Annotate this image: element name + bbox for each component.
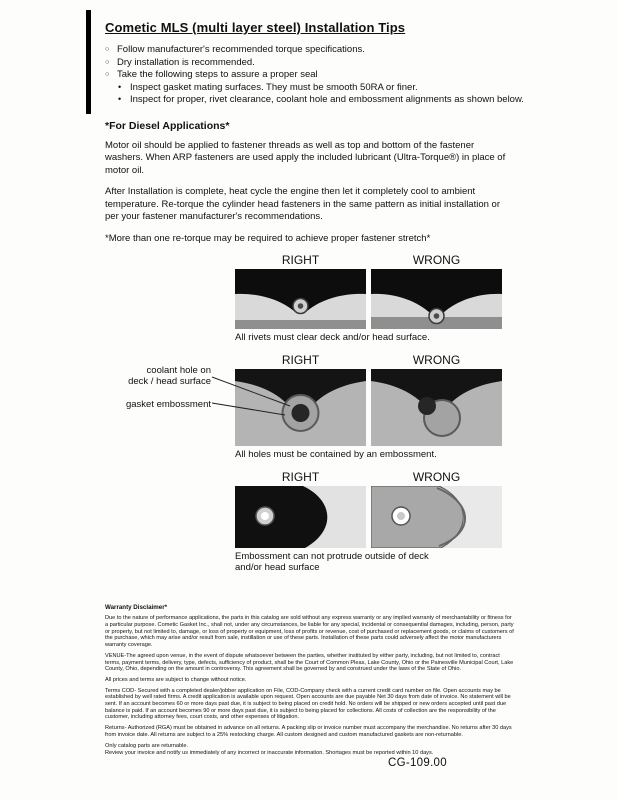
diagram-caption: All rivets must clear deck and/or head surface. xyxy=(235,331,430,343)
tip-text: Inspect gasket mating surfaces. They must be smooth 50RA or finer. xyxy=(130,81,418,93)
diagram-row-rivets xyxy=(105,253,514,344)
list-sub-item xyxy=(118,82,514,95)
list-item xyxy=(105,57,514,70)
right-label: RIGHT xyxy=(281,352,320,367)
list-item xyxy=(105,44,514,57)
right-label: RIGHT xyxy=(281,469,320,484)
diesel-applications-heading: *For Diesel Applications* xyxy=(105,119,230,132)
embossment-right-image xyxy=(235,369,366,446)
circle-bullet-icon xyxy=(105,44,117,57)
diagram-caption: Embossment can not protrude outside of deck and/or head surface xyxy=(235,550,429,574)
circle-bullet-icon xyxy=(105,57,117,70)
coolant-hole-label xyxy=(111,365,211,387)
scan-edge-mark xyxy=(86,10,91,114)
right-wrong-labels xyxy=(235,353,514,367)
coolant-hole-label-line1: coolant hole on xyxy=(146,364,211,376)
protrusion-wrong-image xyxy=(371,486,502,548)
diagram-caption: All holes must be contained by an embossment. xyxy=(235,448,437,460)
disclaimer-paragraph: Only catalog parts are returnable. xyxy=(105,742,189,749)
disclaimer-paragraph: VENUE-The agreed upon venue, in the event of dispute whatsoever between the parties, whether instituted by either party, including, but not limited to, contract terms, payment terms, delivery, type, defects, sufficiency of product, shall be the Court of Common Pleas, Lake County, Ohio or the Painesville Municipal Court, Lake County, Ohio, depending on the amount in controversy. This agreement shall be governed by and construed under the laws of the State of Ohio. xyxy=(105,652,514,673)
right-wrong-labels xyxy=(235,470,514,484)
diagram-image-pair xyxy=(235,486,514,548)
coolant-hole-label-line2: deck / head surface xyxy=(128,375,211,387)
diagram-image-pair xyxy=(235,369,514,446)
disclaimer-paragraph: All prices and terms are subject to change without notice. xyxy=(105,676,247,683)
wrong-label: WRONG xyxy=(412,469,461,484)
right-wrong-labels xyxy=(235,253,514,267)
gasket-embossment-label: gasket embossment xyxy=(125,398,211,410)
disclaimer-heading: Warranty Disclaimer* xyxy=(105,604,168,612)
rivet-wrong-image xyxy=(371,269,502,329)
diesel-paragraph-2: After Installation is complete, heat cycle the engine then let it completely cool to ambient temperature. Re-torque the cylinder head fasteners in the same pattern as initial installation or per your fastener manufacturer's recommendations. xyxy=(105,186,500,223)
diagram-row-embossment xyxy=(105,353,514,461)
dot-bullet-icon xyxy=(118,82,130,95)
tip-text: Follow manufacturer's recommended torque specifications. xyxy=(117,44,365,55)
disclaimer-paragraph: Review your invoice and notify us immediately of any incorrect or inaccurate information. Shortages must be reported within 10 days. xyxy=(105,749,434,756)
installation-tips-list xyxy=(105,44,524,107)
tip-text: Inspect for proper, rivet clearance, coolant hole and embossment alignments as shown below. xyxy=(130,94,524,106)
tip-text: Dry installation is recommended. xyxy=(117,56,255,68)
dot-bullet-icon xyxy=(118,94,130,107)
page-title: Cometic MLS (multi layer steel) Installation Tips xyxy=(105,20,406,35)
diesel-paragraph-1: Motor oil should be applied to fastener threads as well as top and bottom of the fastener washers. When ARP fasteners are used apply the included lubricant (Ultra-Torque®) in place of motor oil. xyxy=(105,139,506,176)
catalog-page-number: CG-109.00 xyxy=(388,757,447,769)
disclaimer-paragraph: Terms COD- Secured with a completed dealer/jobber application on File, COD-Company check with a current credit card number on file. Open accounts may be established by well rated firms. A credit application is available upon request. Open accounts are due payable Net 30 days from date of invoice. No statement will be sent. If an account becomes 60 or more days past due, it is subject to being placed on credit hold. No orders will be shipped or new orders accepted until past due balance is paid. If an account becomes 90 or more days past due, it is subject to being placed for collections. All costs of collection are the responsibility of the customer, including attorney fees, court costs, and other expenses of litigation. xyxy=(105,687,511,721)
disclaimer-paragraph: Due to the nature of performance applications, the parts in this catalog are sold without any express warranty or any implied warranty of merchantability or fitness for a particular purpose. Cometic Gasket Inc., shall not, under any circumstances, be liable for any special, incidental or consequential damages, including, person, party or property, but not limited to, damage, or loss of property or equipment, loss of profits or revenue, cost of purchased or replacement goods, or claims of customers of the purchase, which may arise and/or result from sale, instillation or use of these parts. Installation of these parts could adversely affect the motor manufacturers warranty coverage. xyxy=(105,615,514,649)
wrong-label: WRONG xyxy=(412,352,461,367)
retorque-note: *More than one re-torque may be required to achieve proper fastener stretch* xyxy=(105,232,431,244)
diagram-row-protrusion xyxy=(105,470,514,575)
tip-text: Take the following steps to assure a proper seal xyxy=(117,69,318,81)
wrong-label: WRONG xyxy=(412,252,461,267)
diagram-image-pair xyxy=(235,269,514,329)
circle-bullet-icon xyxy=(105,69,117,82)
warranty-disclaimer xyxy=(105,604,514,756)
right-label: RIGHT xyxy=(281,252,320,267)
embossment-wrong-image xyxy=(371,369,502,446)
list-sub-item xyxy=(118,94,524,107)
list-item xyxy=(105,69,514,82)
rivet-right-image xyxy=(235,269,366,329)
protrusion-right-image xyxy=(235,486,366,548)
disclaimer-paragraph: Returns- Authorized (RGA) must be obtained in advance on all returns. A packing slip or invoice number must accompany the merchandise. No returns after 30 days from invoice date. All returns are subject to a 25% restocking charge. All custom designed and custom manufactured gaskets are non-returnable. xyxy=(105,725,512,738)
